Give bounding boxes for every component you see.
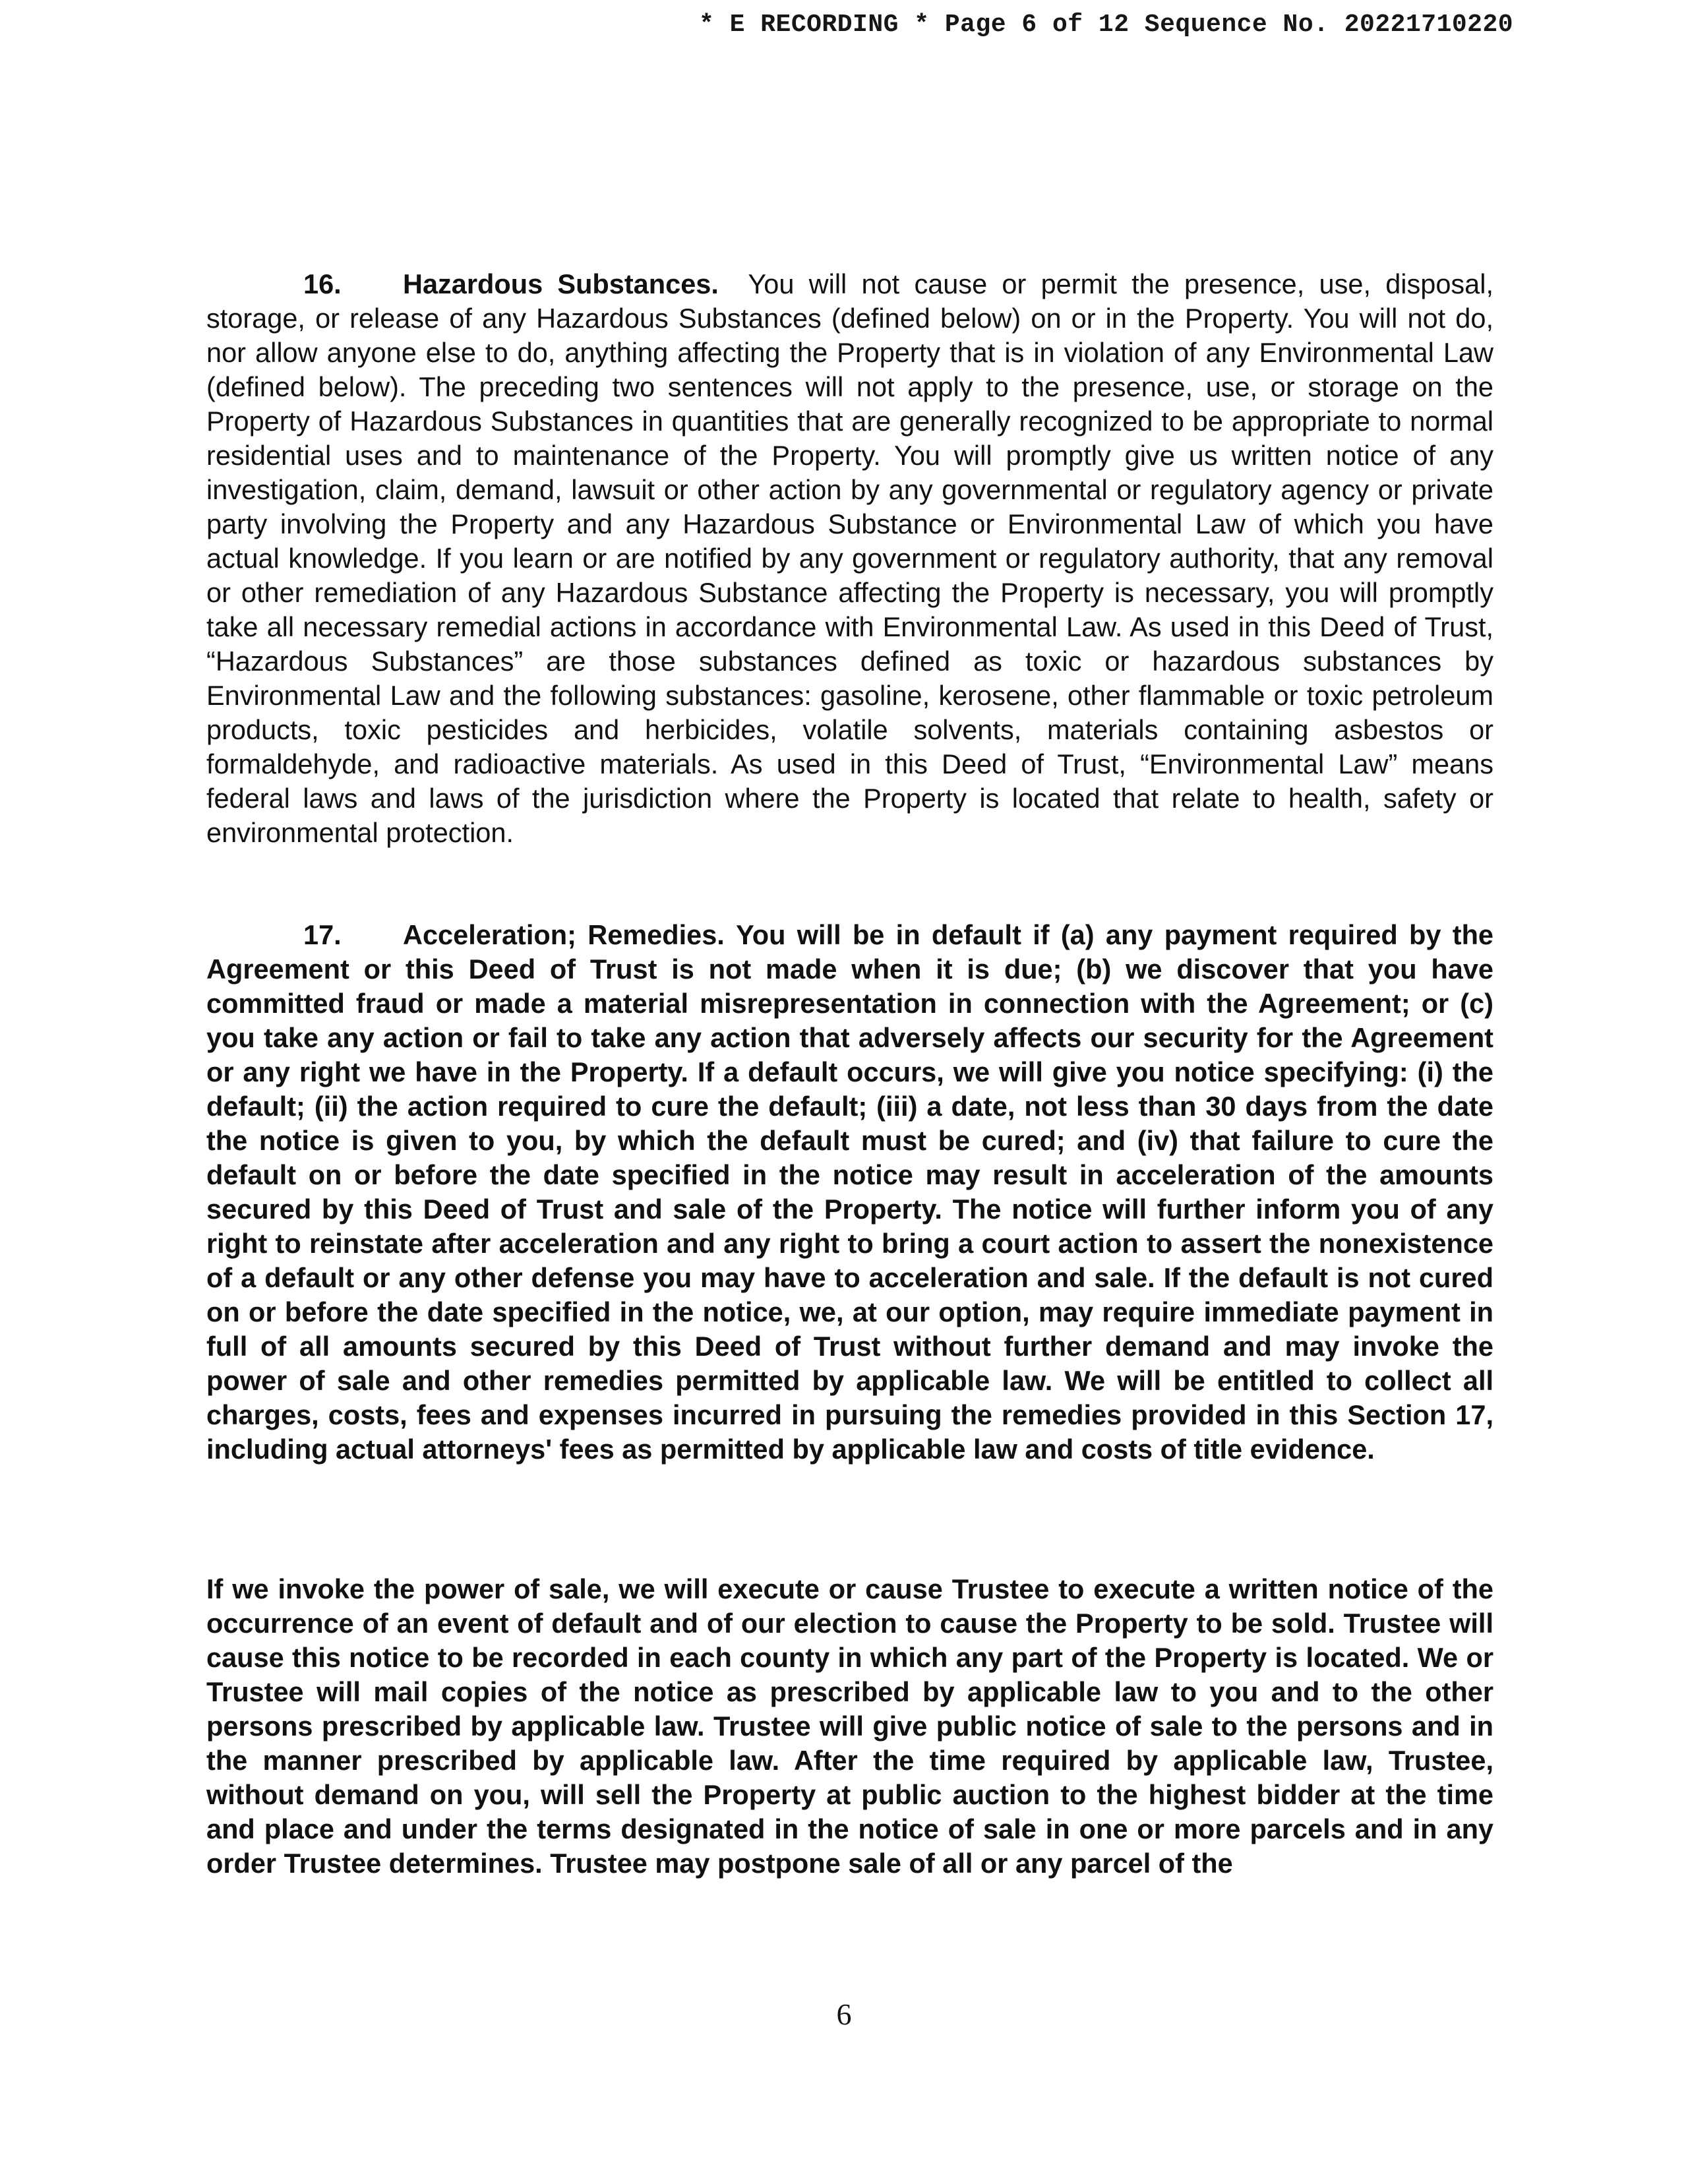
section-16-text: You will not cause or permit the presence, use, disposal, storage, or release of any Hazardous Substances (defined below) on or in the Property. You will not do, nor allow anyone else to do, anything affecting the Property that is in violation of any Environmental Law (defined below). The preceding two sentences will not apply to the presence, use, or storage on the Property of Hazardous Substances in quantities that are generally recognized to be appropriate to normal residential uses and to maintenance of the Property. You will promptly give us written notice of any investigation, claim, demand, lawsuit or other action by any governmental or regulatory agency or private party involving the Property and any Hazardous Substance or Environmental Law of which you have actual knowledge. If you learn or are notified by any government or regulatory authority, that any removal or other remediation of any Hazardous Substance affecting the Property is necessary, you will promptly take all necessary remedial actions in accordance with Environmental Law. As used in this Deed of Trust, “Hazardous Substances” are those substances defined as toxic or hazardous substances by Environmental Law and the following substances: gasoline, kerosene, other flammable or toxic petroleum products, toxic pesticides and herbicides, volatile solvents, materials containing asbestos or formaldehyde, and radioactive materials. As used in this Deed of Trust, “Environmental Law” means federal laws and laws of the jurisdiction where the Property is located that relate to health, safety or environmental protection. — [206, 268, 1493, 848]
power-of-sale-paragraph: If we invoke the power of sale, we will execute or cause Trustee to execute a written notice of the occurrence of an event of default and of our election to cause the Property to be sold. Trustee will cause this notice to be recorded in each county in which any part of the Property is located. We or Trustee will mail copies of the notice as prescribed by applicable law to you and to the other persons prescribed by applicable law. Trustee will give public notice of sale to the persons and in the manner prescribed by applicable law. After the time required by applicable law, Trustee, without demand on you, will sell the Property at public auction to the highest bidder at the time and place and under the terms designated in the notice of sale in one or more parcels and in any order Trustee determines. Trustee may postpone sale of all or any parcel of the — [206, 1573, 1493, 1879]
section-16-paragraph — [206, 267, 1493, 850]
section-16-number: 16. — [303, 268, 342, 299]
recording-header: * E RECORDING * Page 6 of 12 Sequence No. 20221710220 — [699, 11, 1514, 39]
section-16-title: Hazardous Substances. — [403, 268, 719, 299]
page-number: 6 — [836, 1997, 852, 2031]
section-17-number: 17. — [303, 919, 342, 950]
section-17-title: Acceleration; Remedies. — [403, 919, 725, 950]
section-17-text: You will be in default if (a) any payment required by the Agreement or this Deed of Trust is not made when it is due; (b) we discover that you have committed fraud or made a material misrepresentation in connection with the Agreement; or (c) you take any action or fail to take any action that adversely affects our security for the Agreement or any right we have in the Property. If a default occurs, we will give you notice specifying: (i) the default; (ii) the action required to cure the default; (iii) a date, not less than 30 days from the date the notice is given to you, by which the default must be cured; and (iv) that failure to cure the default on or before the date specified in the notice may result in acceleration of the amounts secured by this Deed of Trust and sale of the Property. The notice will further inform you of any right to reinstate after acceleration and any right to bring a court action to assert the nonexistence of a default or any other defense you may have to acceleration and sale. If the default is not cured on or before the date specified in the notice, we, at our option, may require immediate payment in full of all amounts secured by this Deed of Trust without further demand and may invoke the power of sale and other remedies permitted by applicable law. We will be entitled to collect all charges, costs, fees and expenses incurred in pursuing the remedies provided in this Section 17, including actual attorneys' fees as permitted by applicable law and costs of title evidence. — [206, 919, 1493, 1465]
section-17-paragraph — [206, 918, 1493, 1467]
